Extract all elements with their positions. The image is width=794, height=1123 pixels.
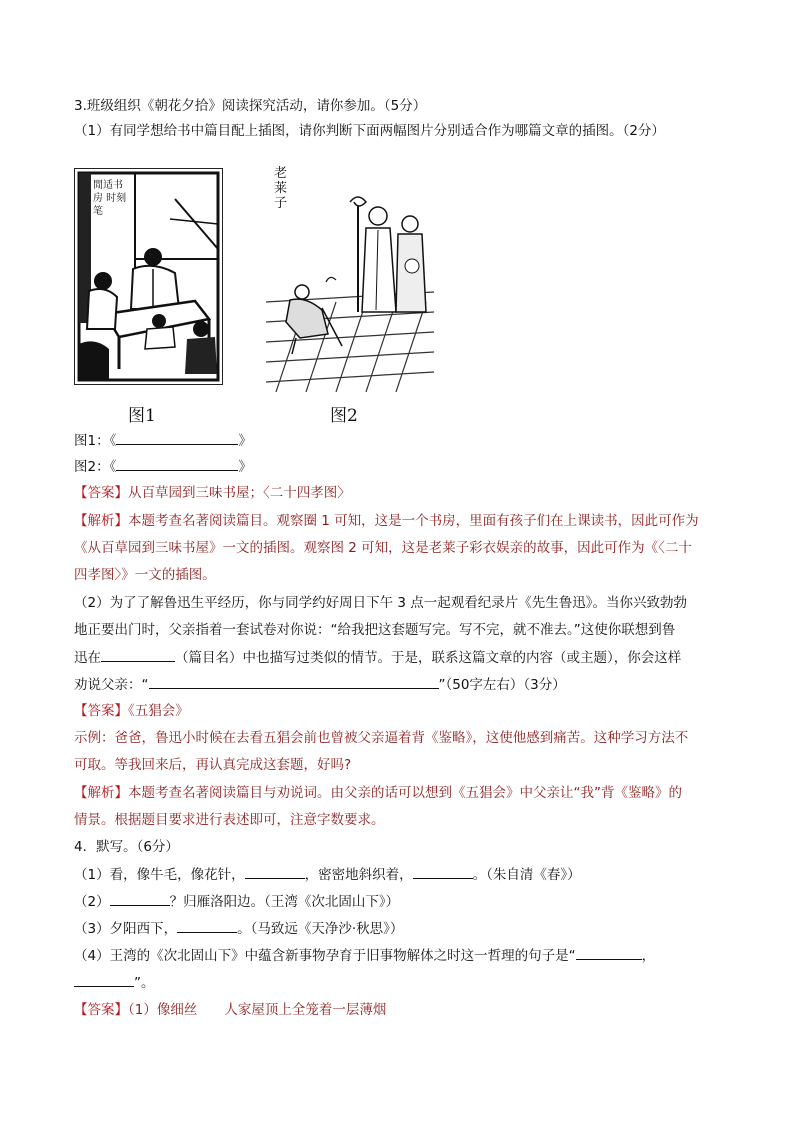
q3-sub2-line4-start: 劝说父亲：“	[74, 677, 149, 693]
q4-item1-end: 。（朱自清《春》）	[472, 867, 581, 883]
figure-1-caption: 图1	[128, 406, 156, 426]
figure-1-blank[interactable]	[116, 430, 238, 445]
q3-sub2-line3-start: 迅在	[74, 650, 101, 666]
q4-item4-blank2[interactable]	[74, 972, 134, 987]
q4-item2-blank[interactable]	[110, 891, 170, 906]
q4-item3-blank[interactable]	[177, 918, 237, 933]
example-line1: 示例：爸爸，鲁迅小时候在去看五猖会前也曾被父亲逼着背《鉴略》，这使他感到痛苦。这种学习方法不	[74, 730, 689, 746]
analysis-2-line1	[74, 783, 734, 803]
figure-2-label: 图2：《	[74, 459, 117, 475]
analysis-2-text: 本题考查名著阅读篇目与劝说词。由父亲的话可以想到《五猖会》中父亲让“我”背《鉴略》的	[128, 785, 682, 801]
analysis-1-line2: 《从百草园到三味书屋》一文的插图。观察图 2 可知，这是老莱子彩衣娱亲的故事，因此可作为《〈二十	[74, 540, 692, 556]
analysis-2-tag: 【解析】	[74, 785, 128, 801]
q4-item4-end: ”。	[134, 975, 155, 991]
q4-answer	[74, 1000, 734, 1020]
figure-1-end: 》	[238, 433, 252, 449]
analysis-2-line2: 情景。根据题目要求进行表述即可，注意字数要求。	[74, 812, 385, 828]
q4-item4-line1	[74, 945, 734, 966]
figure-2-blank[interactable]	[116, 456, 238, 471]
q3-sub2-line2: 地正要出门时，父亲指着一套试卷对你说：“给我把这套题写完。写不完，就不准去。”这使你联想到鲁	[74, 622, 676, 638]
q4-item1-start: （1）看，像牛毛，像花针，	[74, 867, 245, 883]
q4-item1	[74, 864, 734, 885]
q4-item3-start: （3）夕阳西下，	[74, 921, 178, 937]
q3-sub2-line4	[74, 674, 734, 695]
q3-sub2-line3	[74, 647, 734, 668]
analysis-1-text: 本题考查名著阅读篇目。观察圈 1 可知，这是一个书房，里面有孩子们在上课读书，因此可作为	[128, 513, 699, 529]
figure-2-caption: 图2	[330, 406, 358, 426]
analysis-1-tag: 【解析】	[74, 513, 128, 529]
q4-item1-blank1[interactable]	[245, 864, 305, 879]
q4-item4-start: （4）王湾的《次北固山下》中蕴含新事物孕育于旧事物解体之时这一哲理的句子是“	[74, 948, 576, 964]
q3-title: 3.班级组织《朝花夕拾》阅读探究活动，请你参加。（5分）	[74, 98, 427, 114]
example-line2: 可取。等我回来后，再认真完成这套题，好吗?	[74, 757, 352, 773]
q4-item2-end: ？归雁洛阳边。（王湾《次北固山下》）	[169, 894, 400, 910]
q4-item1-mid: ，密密地斜织着，	[304, 867, 413, 883]
answer-1-text: 从百草园到三味书屋；〈二十四孝图〉	[128, 485, 351, 501]
q4-item3	[74, 918, 734, 939]
figure-1-inscription: 閒适书房 时刻笔	[93, 180, 127, 217]
q4-item4-line2	[74, 972, 734, 993]
q3-sub2-line1: （2）为了了解鲁迅生平经历，你与同学约好周日下午 3 点一起观看纪录片《先生鲁迅》。当你兴致勃勃	[74, 595, 688, 611]
q3-sub1: （1）有同学想给书中篇目配上插图，请你判断下面两幅图片分别适合作为哪篇文章的插图。（2分）	[74, 123, 665, 139]
q4-item4-blank1[interactable]	[576, 945, 642, 960]
persuasion-blank[interactable]	[149, 674, 439, 689]
chapter-name-blank[interactable]	[101, 647, 175, 662]
q4-item3-end: 。（马致远《天净沙·秋思》）	[237, 921, 404, 937]
figure-2-answer-line	[74, 456, 734, 477]
q4-answer-text: （1）像细丝 人家屋顶上全笼着一层薄烟	[128, 1002, 387, 1018]
q4-title: 4．默写。（6分）	[74, 839, 179, 855]
q4-item2-start: （2）	[74, 894, 110, 910]
answer-2-tag: 【答案】	[74, 703, 128, 719]
figure-1-answer-line	[74, 430, 734, 451]
q4-answer-tag: 【答案】	[74, 1002, 128, 1018]
q3-sub2-line3-end: （篇目名）中也描写过类似的情节。于是，联系这篇文章的内容（或主题），你会这样	[175, 650, 682, 666]
answer-1	[74, 483, 734, 503]
analysis-1-line3: 四孝图〉》一文的插图。	[74, 567, 216, 583]
figure-1-label: 图1：《	[74, 433, 117, 449]
figure-2-end: 》	[238, 459, 252, 475]
analysis-1-line1	[74, 511, 734, 531]
q4-item4-comma: ，	[641, 948, 656, 964]
q4-item2	[74, 891, 734, 912]
figure-1-study-room	[74, 168, 223, 385]
q4-item1-blank2[interactable]	[413, 864, 473, 879]
answer-2-text: 《五猖会》	[128, 703, 189, 719]
figure-2-lao-laizi	[266, 162, 434, 392]
answer-1-tag: 【答案】	[74, 485, 128, 501]
q3-sub2-line4-end: ”（50字左右）（3分）	[438, 677, 566, 693]
figure-2-inscription: 老莱子	[274, 166, 288, 211]
figure-2-illustration	[266, 162, 434, 392]
answer-2	[74, 701, 734, 721]
